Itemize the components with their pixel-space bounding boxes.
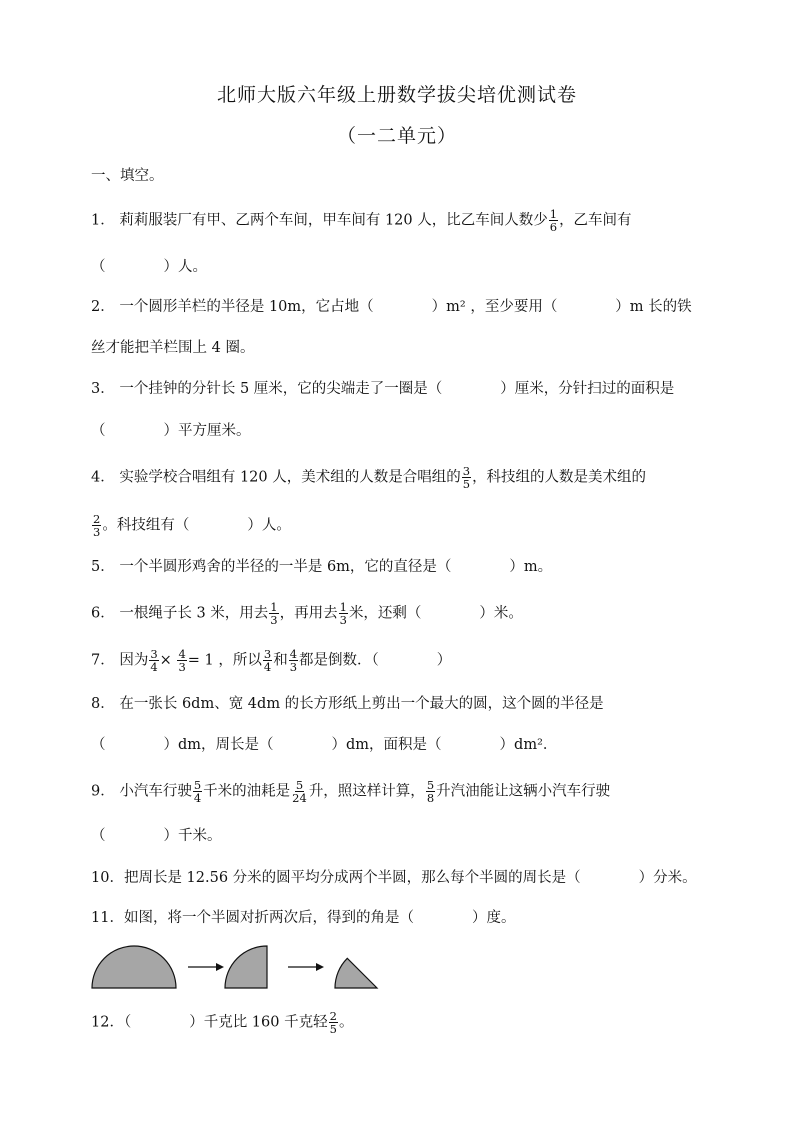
question-text: ×	[159, 652, 172, 669]
question-text: 9． 小汽车行驶	[91, 783, 192, 800]
question-text: 都是倒数．（ ）	[299, 652, 452, 669]
question-text: 。	[338, 1014, 354, 1031]
question-text: 和	[273, 652, 288, 669]
eighth-circle-shape	[335, 958, 377, 988]
question-text: ，科技组的人数是美术组的	[472, 469, 647, 486]
fraction: $\frac{3}{5}$	[462, 464, 471, 491]
question-text: 米，还剩（ ）米。	[348, 605, 523, 622]
question-4-line2	[91, 513, 291, 538]
question-text: = 1 ，所以	[187, 652, 262, 669]
folding-semicircle-figure	[90, 938, 390, 996]
question-text: 升，照这样计算，	[308, 783, 425, 800]
question-text: 7． 因为	[91, 652, 149, 669]
fraction: $\frac{1}{6}$	[549, 207, 558, 234]
question-5: 5． 一个半圆形鸡舍的半径的一半是 6m，它的直径是（ ）m。	[91, 559, 553, 575]
question-10: 10．把周长是 12.56 分米的圆平均分成两个半圆，那么每个半圆的周长是（ ）分米。	[91, 870, 697, 886]
arrow-right-icon	[188, 963, 224, 971]
question-2-line2: 丝才能把羊栏围上 4 圈。	[91, 340, 255, 356]
question-8: 8． 在一张长 6dm、宽 4dm 的长方形纸上剪出一个最大的圆，这个圆的半径是	[91, 696, 604, 712]
section-heading: 一、填空。	[91, 168, 164, 184]
question-3: 3． 一个挂钟的分针长 5 厘米，它的尖端走了一圈是（ ）厘米，分针扫过的面积是	[91, 381, 675, 397]
question-6	[91, 601, 523, 626]
question-9	[91, 779, 610, 804]
question-text: 。科技组有（ ）人。	[102, 517, 291, 534]
fraction: $\frac{5}{24}$	[292, 778, 307, 805]
question-text: 升汽油能让这辆小汽车行驶	[436, 783, 611, 800]
page-subtitle: （一二单元）	[336, 125, 457, 147]
question-1	[91, 208, 632, 233]
question-text: 12．（ ）千克比 160 千克轻	[91, 1014, 328, 1031]
page-title: 北师大版六年级上册数学拔尖培优测试卷	[216, 84, 577, 106]
question-12	[91, 1010, 353, 1035]
fraction: $\frac{3}{4}$	[263, 647, 272, 674]
semicircle-shape	[92, 946, 176, 988]
quarter-circle-shape	[225, 946, 267, 988]
fraction: $\frac{5}{8}$	[426, 778, 435, 805]
question-11: 11．如图，将一个半圆对折两次后，得到的角是（ ）度。	[91, 910, 516, 926]
question-2: 2． 一个圆形羊栏的半径是 10m，它占地（ ）m² ，至少要用（ ）m 长的铁	[91, 299, 692, 315]
fraction: $\frac{4}{3}$	[289, 647, 298, 674]
question-text: 1． 莉莉服装厂有甲、乙两个车间，甲车间有 120 人，比乙车间人数少	[91, 212, 548, 229]
fraction: $\frac{4}{3}$	[178, 647, 186, 674]
fraction: $\frac{2}{3}$	[93, 512, 101, 539]
question-text: ，再用去	[279, 605, 338, 622]
question-9-line2: （ ）千米。	[91, 828, 222, 844]
question-text: 千米的油耗是	[203, 783, 291, 800]
fraction: $\frac{1}{3}$	[339, 600, 347, 627]
fraction: $\frac{2}{5}$	[329, 1009, 337, 1036]
question-text: 4． 实验学校合唱组有 120 人，美术组的人数是合唱组的	[91, 469, 461, 486]
question-text: ，乙车间有	[559, 212, 632, 229]
question-7	[91, 648, 451, 673]
question-text: 6． 一根绳子长 3 米，用去	[91, 605, 269, 622]
question-8-line2: （ ）dm，周长是（ ）dm，面积是（ ）dm²．	[91, 737, 558, 753]
question-3-line2: （ ）平方厘米。	[91, 423, 251, 439]
question-1-line2: （ ）人。	[91, 259, 207, 275]
fraction: $\frac{5}{4}$	[193, 778, 202, 805]
fraction: $\frac{3}{4}$	[150, 647, 158, 674]
arrow-right-icon	[288, 963, 324, 971]
question-4	[91, 465, 646, 490]
fraction: $\frac{1}{3}$	[270, 600, 278, 627]
